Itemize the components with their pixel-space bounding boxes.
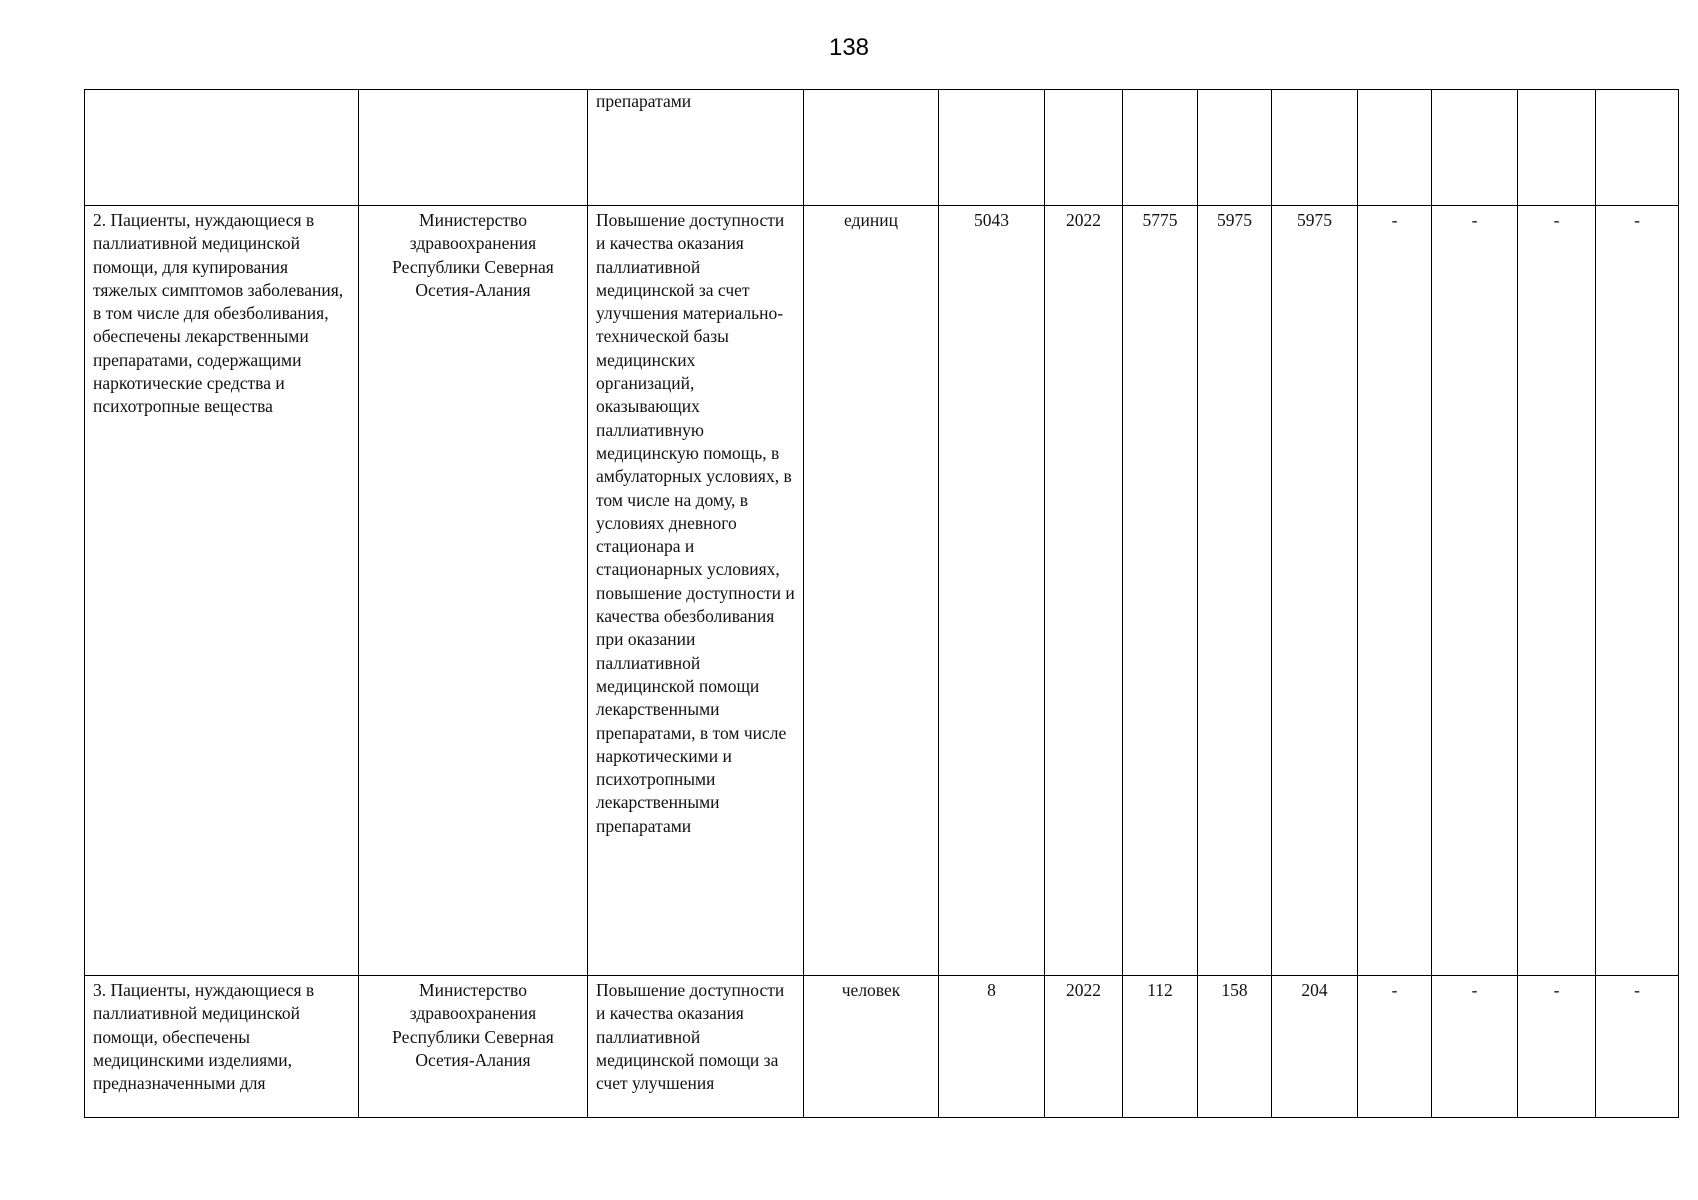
extra-cell (1432, 90, 1518, 206)
extra-cell: - (1518, 976, 1596, 1118)
responsible-cell: Министерство здравоохранения Республики Северная Осетия-Алания (359, 206, 588, 976)
extra-cell: - (1432, 206, 1518, 976)
indicator-cell: 2. Пациенты, нуждающиеся в паллиативной медицинской помощи, для купирования тяжелых симптомов заболевания, в том числе для обезболивания, обеспечены лекарственными препаратами, содержащими наркотические средства и психотропные вещества (85, 206, 359, 976)
extra-cell: - (1358, 206, 1432, 976)
value-cell: 5775 (1123, 206, 1198, 976)
base-year-cell: 2022 (1045, 976, 1123, 1118)
description-cell: препаратами (588, 90, 804, 206)
base-year-cell (1045, 90, 1123, 206)
extra-cell: - (1432, 976, 1518, 1118)
unit-cell (804, 90, 939, 206)
extra-cell (1518, 90, 1596, 206)
extra-cell (1358, 90, 1432, 206)
table-row (85, 90, 1679, 206)
description-cell: Повышение доступности и качества оказания паллиативной медицинской за счет улучшения материально-технической базы медицинских организаций, оказывающих паллиативную медицинскую помощь, в амбулаторных условиях, в том числе на дому, в условиях дневного стационара и стационарных условиях, повышение доступности и качества обезболивания при оказании паллиативной медицинской помощи лекарственными препаратами, в том числе наркотическими и психотропными лекарственными препаратами (588, 206, 804, 976)
extra-cell: - (1596, 976, 1679, 1118)
responsible-cell (359, 90, 588, 206)
extra-cell: - (1596, 206, 1679, 976)
base-year-cell: 2022 (1045, 206, 1123, 976)
value-cell: 204 (1272, 976, 1358, 1118)
table-row (85, 206, 1679, 976)
value-cell: 112 (1123, 976, 1198, 1118)
indicator-cell (85, 90, 359, 206)
base-value-cell: 8 (939, 976, 1045, 1118)
base-value-cell: 5043 (939, 206, 1045, 976)
value-cell (1272, 90, 1358, 206)
responsible-cell: Министерство здравоохранения Республики Северная Осетия-Алания (359, 976, 588, 1118)
value-cell (1198, 90, 1272, 206)
extra-cell (1596, 90, 1679, 206)
extra-cell: - (1358, 976, 1432, 1118)
value-cell: 5975 (1198, 206, 1272, 976)
unit-cell: человек (804, 976, 939, 1118)
value-cell: 5975 (1272, 206, 1358, 976)
base-value-cell (939, 90, 1045, 206)
indicator-cell: 3. Пациенты, нуждающиеся в паллиативной медицинской помощи, обеспечены медицинскими изделиями, предназначенными для (85, 976, 359, 1118)
page-number: 138 (828, 34, 870, 61)
unit-cell: единиц (804, 206, 939, 976)
extra-cell: - (1518, 206, 1596, 976)
table-row (85, 976, 1679, 1118)
description-cell: Повышение доступности и качества оказания паллиативной медицинской помощи за счет улучшения (588, 976, 804, 1118)
value-cell: 158 (1198, 976, 1272, 1118)
value-cell (1123, 90, 1198, 206)
indicators-table (84, 89, 1679, 1118)
